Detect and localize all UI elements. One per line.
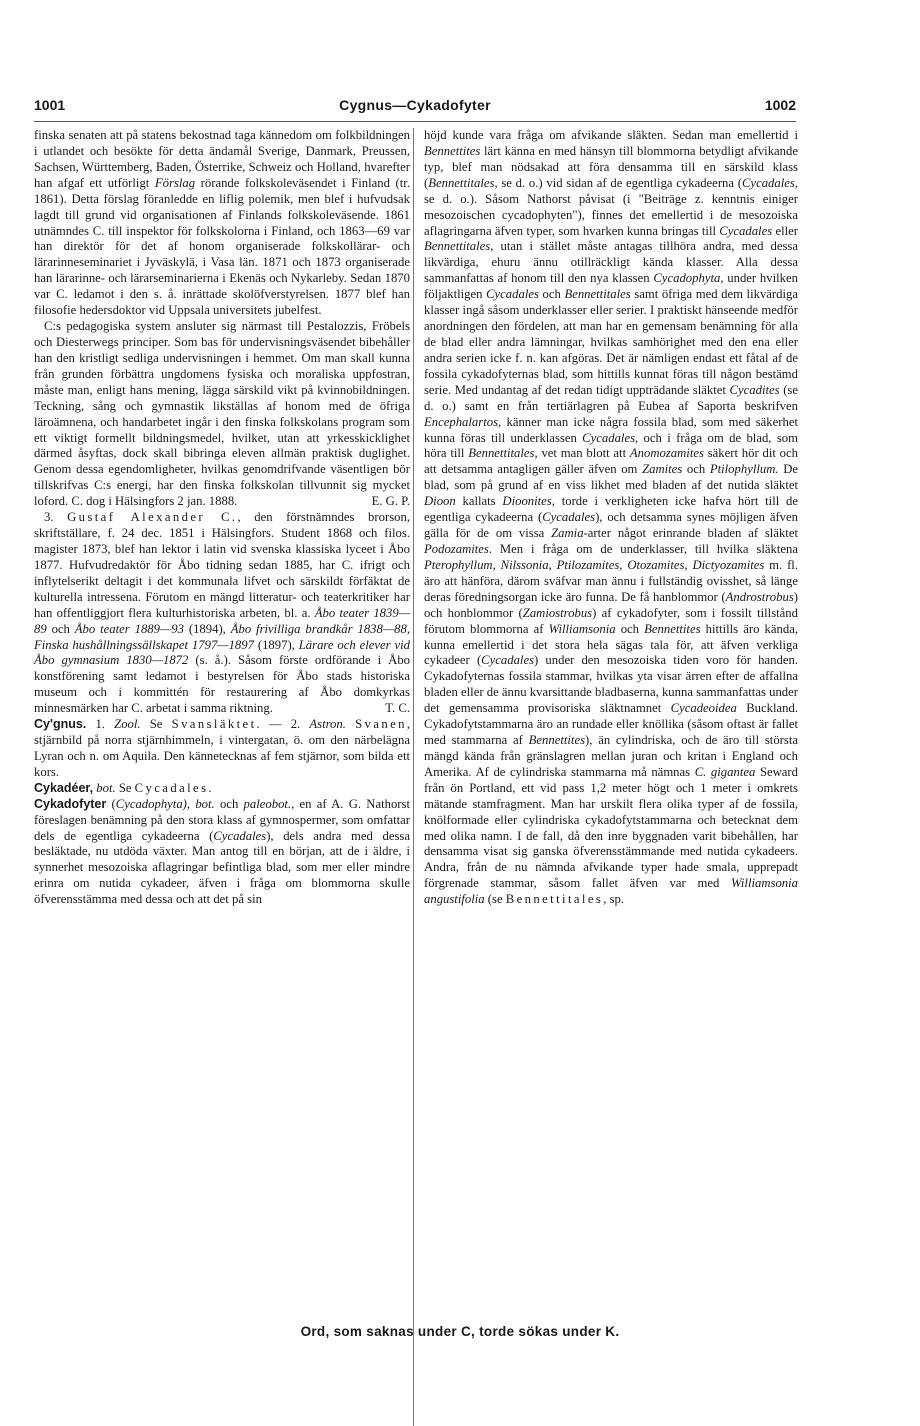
page-header [34, 97, 796, 119]
running-title: Cygnus—Cykadofyter [339, 97, 491, 113]
entry-cykadofyter: Cykadofyter (Cycadophyta), bot. och paleobot., en af A. G. Nathorst föreslagen benämning på den stora klass af gymnospermer, som omfattar dels de egentliga cykadeerna (Cycadales), dels andra med dessa besläktade, nu utdöda växter. Man antog till en början, att de i äldre, i synnerhet mesozoiska aflagringar befintliga blad, som mer eller mindre erinra om nutida cykadeer, äfven i fråga om blommorna skulle öfverensstämma med dessa och att det på sin [34, 796, 410, 907]
entry-cykadeer: Cykadéer, bot. Se Cycadales. [34, 780, 212, 795]
author-signature: T. C. [385, 701, 410, 716]
page-number-right: 1002 [764, 97, 796, 113]
paragraph: finska senaten att på statens bekostnad taga kännedom om folkbildningen i utlandet och besökte för detta ändamål Sverige, Danmark, Preussen, Sachsen, Württemberg, Baden, Österrike, Schweiz och Holland, hvarefter han afgaf ett utförligt Förslag rörande folkskoleväsendet i Finland (tr. 1861). Detta förslag föranledde en liflig polemik, men blef i hufvudsak lagdt till grund vid organisationen af Finlands folkskoleväsende. 1861 utnämndes C. till inspektor för folkskolorna i Finland, och 1863—69 var han direktör för det af honom organiserade folkskollärar- och lärarinneseminariet i Jyväskylä, i Vasa län. 1871 och 1873 organiserade han lärarinne- och lärarseminarierna i Ekenäs och Nykarleby. Sedan 1870 var C. ledamot i den s. å. inrättade skolöfverstyrelsen. 1877 blef han filosofie hedersdoktor vid Uppsala universitets jubelfest. [34, 128, 411, 318]
headword: Cykadofyter [34, 796, 107, 811]
entry-cygnus: Cy'gnus. 1. Zool. Se Svansläktet. — 2. Astron. Svanen, stjärnbild på norra stjärnhimmeln, i vintergatan, ö. om den närbelägna Lyran och n. om Aquila. Den kännetecknas af fem stjärnor, som bilda ett kors. [34, 717, 411, 779]
column-divider [413, 128, 414, 1426]
left-column [34, 128, 410, 908]
header-rule [34, 121, 796, 122]
right-column [424, 128, 798, 908]
page-footer-note: Ord, som saknas under C, torde sökas under K. [300, 1324, 620, 1339]
paragraph: höjd kunde vara fråga om afvikande släkten. Sedan man emellertid i Bennettites lärt känna en med hänsyn till blommorna betydligt afvikande typ, blef man nödsakad att föra densamma till en särskild klass (Bennettitales, se d. o.) vid sidan af de egentliga cykadeerna (Cycadales, se d. o.). Såsom Nathorst påvisat (i "Beiträge z. kenntnis einiger mesozoischen cycadophyten"), finnes det emellertid i de mesozoiska aflagringarna äfven typer, som hvarken kunna bringas till Cycadales eller Bennettitales, utan i stället måste antagas tillhöra andra, med dessa likvärdiga, ehuru ännu otillräckligt kända klasser. Alla dessa sammanfattas af honom till den nya klassen Cycadophyta, under hvilken följaktligen Cycadales och Bennettitales samt öfriga med dem likvärdiga klasser ingå såsom underklasser eller serier. I praktiskt hänseende medför anordningen den fördelen, att man har en gemensam benämning för alla de blad eller andra lämningar, hvilkas samhörighet med den ena eller andra serien icke f. n. kan afgöras. Det är nämligen endast ett fåtal af de fossila cykadofyternas blad, som hittills kunnat föras till någon bestämd serie. Med undantag af det redan tidigt uppträdande släktet Cycadites (se d. o.) samt en från tertiärlagren på Eubea af Saporta beskrifven Encephalartos, känner man icke några fossila blad, som med säkerhet kunna föras till underklassen Cycadales, och i fråga om de blad, som höra till Bennettitales, vet man blott att Anomozamites säkert hör dit och att detsamma antagligen gäller äfven om Zamites och Ptilophyllum. De blad, som på grund af en viss likhet med bladen af det nutida släktet Dioon kallats Dioonites, torde i verkligheten icke hafva hört till de egentliga cykadeerna (Cycadales), och detsamma synes möjligen äfven gälla för de om vissa Zamia-arter något erinrande bladen af släktet Podozamites. Men i fråga om de underklasser, till hvilka släktena Pterophyllum, Nilssonia, Ptilozamites, Otozamites, Dictyozamites m. fl. äro att hänföra, därom sväfvar man ännu i fullständig ovisshet, så länge deras föredningsorgan icke äro funna. De få hanblommor (Androstrobus) och honblommor (Zamiostrobus) af cykadofyter, som i fossilt tillstånd förutom blommorna af Williamsonia och Bennettites hittills äro kända, kunna emellertid i det stora hela sägas tala för, att äfven verkliga cykadeer (Cycadales) under den mesozoiska tiden voro för handen. Cykadofyternas fossila stammar, hvilkas yta visar ärren efter de affallna bladen eller de ännu kvarsittande bladbaserna, kunna sammanfattas under det gemensamma provisoriska släktnamnet Cycadeoidea Buckland. Cykadofytstammarna äro an rundade eller knöllika (såsom oftast är fallet med stammarna af Bennettites), än cylindriska, och de äro till största mängd kända från gränslagren mellan juran och kritan i England och Amerika. Af de cylindriska stammarna må nämnas C. gigantea Seward från ön Portland, ett vid pass 1,2 meter högt och 1 meter i omkrets mätande stamfragment. Man har urskilt flera olika typer af de fossila, knölformade eller cylindriska cykadofytstammarna och betecknat dem med olika namn. I de fall, då den inre byggnaden varit bibehållen, har densamma visat sig ganska öfverensstämmande med nutida cykadeers. Andra, från de nu nämnda afvikande typer hade smala, upprepadt förgrenade stammar, såsom fallet äfven var med Williamsonia angustifolia (se Bennettitales, sp. [424, 128, 799, 907]
entry-gustaf-alexander: 3. Gustaf Alexander C., den förstnämndes brorson, skriftställare, f. 24 dec. 1851 i Hälsingfors. Student 1868 och filos. magister 1873, blef han lektor i latin vid svenska klassiska lyceet i Åbo 1877. Hufvudredaktör för Åbo tidning sedan 1885, har C. ifrigt och inflytelserikt deltagit i det kommunala lifvet och särskildt förfäktat de kulturella intressena. Förutom en mängd litteratur- och teaterkritiker har han offentliggjort flera kulturhistoriska arbeten, bl. a. Åbo teater 1839—89 och Åbo teater 1889—93 (1894), Åbo frivilliga brandkår 1838—88, Finska hushållningssällskapet 1797—1897 (1897), Lärare och elever vid Åbo gymnasium 1830—1872 (s. å.). Såsom förste ordförande i Åbo konstförening samt ledamot i bestyrelsen för Åbo stads historiska museum och i kommittén för restaurering af Åbo domkyrkas minnesmärken har C. arbetat i samma riktning. T. C. [34, 510, 411, 716]
page-number-left: 1001 [34, 97, 66, 113]
author-signature: E. G. P. [371, 494, 410, 509]
headword: Cykadéer, [34, 780, 94, 795]
paragraph: C:s pedagogiska system ansluter sig närmast till Pestalozzis, Fröbels och Diesterwegs principer. Som bas för undervisningsväsendet bibehåller han den kristligt sedliga undervisningen i hemmet. Om man skall kunna från grunden förbättra ungdomens fysiska och moraliska uppfostran, måste man, enligt hans mening, lägga särskild vikt på kvinnobildningen. Teckning, sång och gymnastik likställas af honom med de öfriga läroämnena, och handarbetet ingår i den finska folkskolans program som ett viktigt formellt bildningsmedel, hvilket, utan att yrkesskicklighet därmed åsyftas, dock skall bibringa eleven allmän praktisk duglighet. Genom dessa egendomligheter, hvilkas genomdrifvande väsentligen bör tillskrifvas C:s energi, har den finska folkskolan tillvunnit sig mycket loford. C. dog i Hälsingfors 2 jan. 1888. E. G. P. [34, 319, 410, 509]
headword: Cy'gnus. [34, 717, 87, 732]
